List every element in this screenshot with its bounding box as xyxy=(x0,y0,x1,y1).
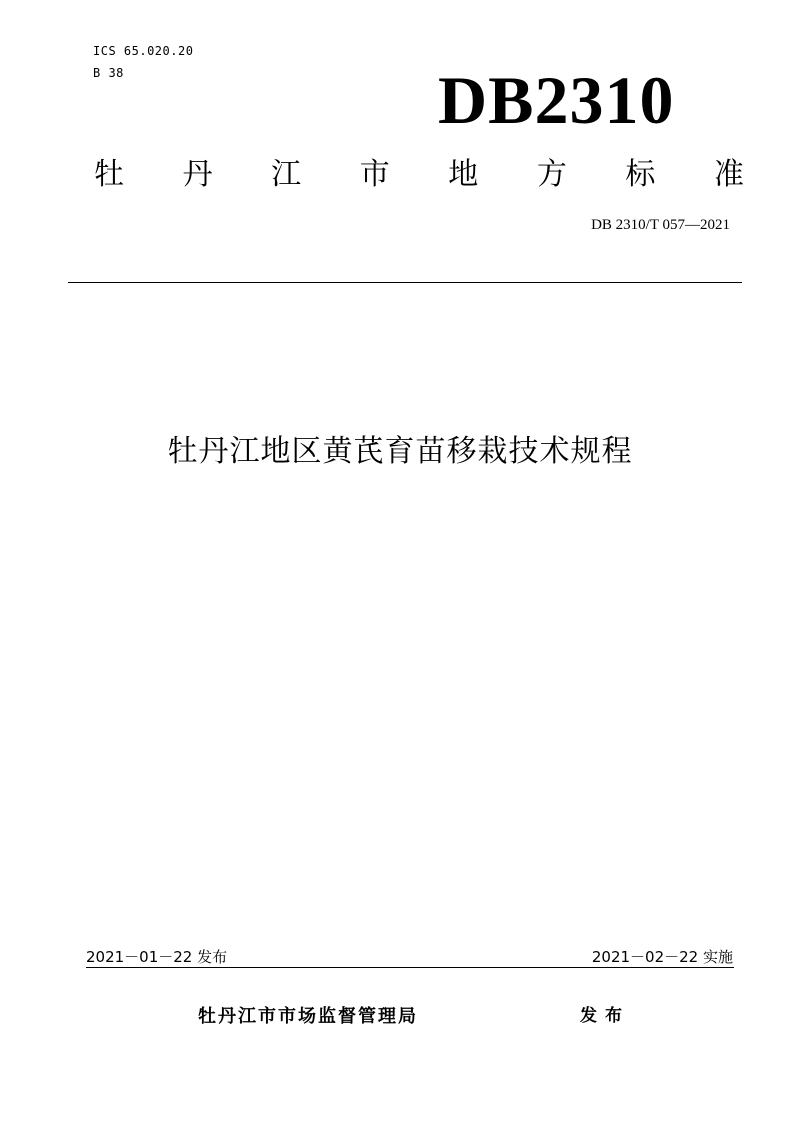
standard-type-char: 江 xyxy=(271,157,302,192)
standard-type-heading xyxy=(94,155,754,195)
issue-date: 2021－01－22 发布 xyxy=(86,948,228,966)
issue-label: 发布 xyxy=(580,1006,630,1026)
standard-type-char: 方 xyxy=(536,157,567,192)
standard-number: DB 2310/T 057—2021 xyxy=(591,217,730,233)
ccs-code: B 38 xyxy=(93,66,124,80)
standard-type-char: 丹 xyxy=(182,157,213,192)
standard-code: DB2310 xyxy=(438,62,675,138)
header-divider xyxy=(68,282,742,283)
footer-divider xyxy=(86,967,734,968)
standard-type-char: 地 xyxy=(448,157,479,192)
classification-codes xyxy=(93,40,193,84)
standard-type-char: 标 xyxy=(625,157,656,192)
standard-type-char: 牡 xyxy=(94,157,124,192)
issuing-authority: 牡丹江市市场监督管理局 xyxy=(198,1006,418,1027)
standard-type-char: 市 xyxy=(359,157,390,192)
ics-code: ICS 65.020.20 xyxy=(93,44,194,58)
standard-type-char: 准 xyxy=(713,157,744,192)
document-title: 牡丹江地区黄芪育苗移栽技术规程 xyxy=(167,434,633,469)
implementation-date: 2021－02－22 实施 xyxy=(591,948,733,966)
